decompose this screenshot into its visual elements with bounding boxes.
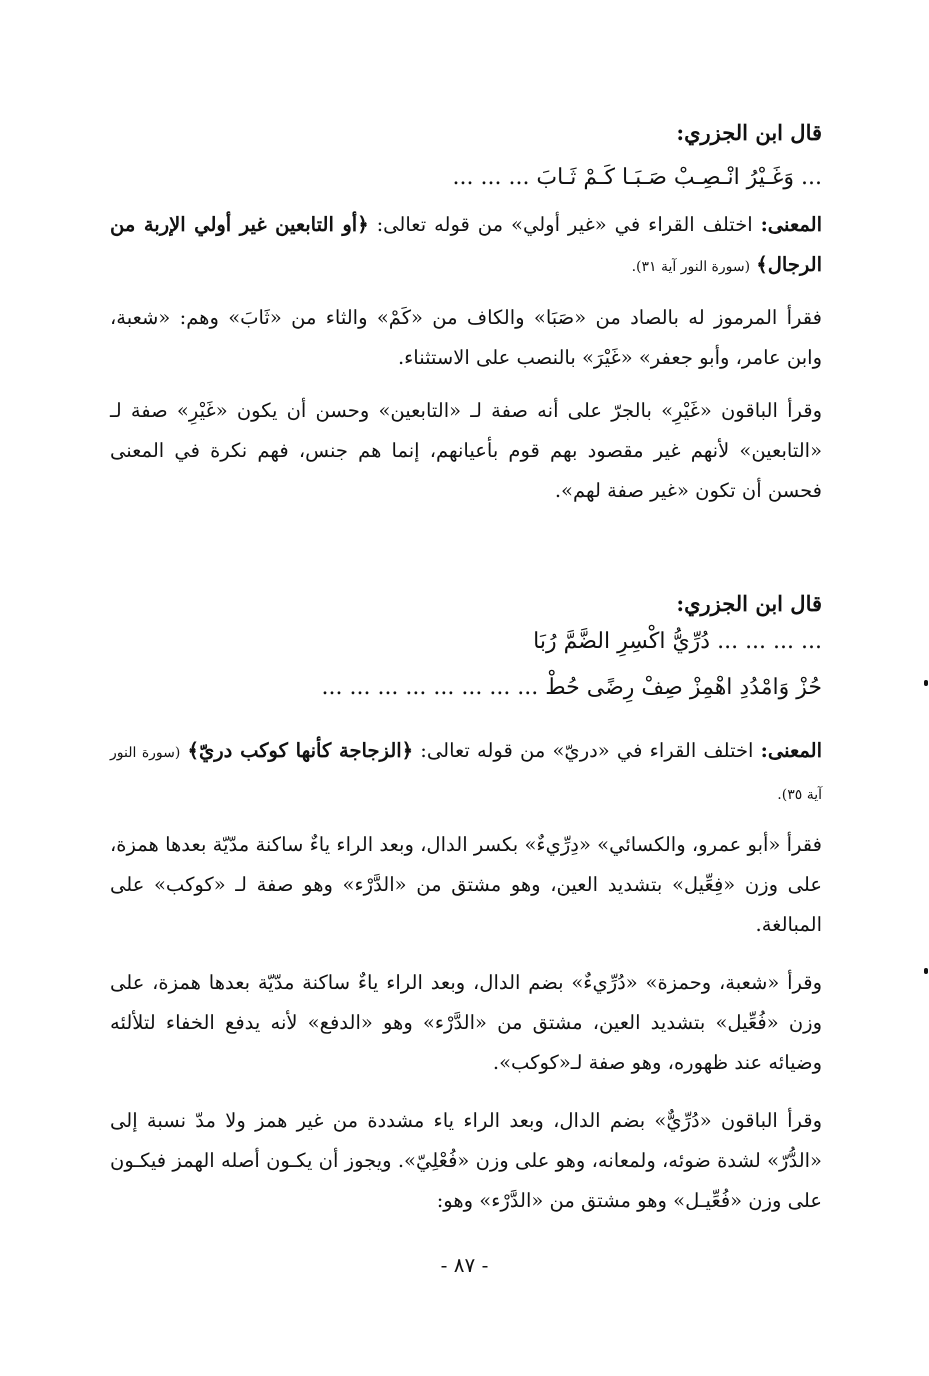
quran-quote: ﴿أو التابعين غير أولي الإربة من الرجال﴾: [110, 213, 822, 276]
quran-quote: ﴿الزجاجة كأنها كوكب دريّ﴾: [187, 739, 414, 762]
section2-meaning: [110, 731, 822, 815]
section2-paragraph-3: وقرأ الباقون «دُرِّيٌّ» بضم الدال، وبعد الراء ياء مشددة من غير همز ولا مدّ نسبة إلى «الدُّرّ» لشدة ضوئه، ولمعانه، وهو على وزن «فُعْلِيّ». ويجوز أن يكـون أصله الهمز فيكـون على وزن «فُعِّيـل» وهو مشتق من «الدَّرْء» وهو:: [110, 1109, 822, 1212]
section2-verse-line-2: حُزْ وَامْدُدِ اهْمِزْ صِفْ رِضًى حُطْ ... ... ... ... ... ... ... ...: [321, 675, 822, 700]
page-number: - ٨٧ -: [440, 1253, 489, 1277]
meaning-text: اختلف القراء في «غير أولي» من قوله تعالى:: [368, 213, 761, 236]
meaning-label: المعنى:: [760, 213, 822, 236]
scan-speck: [924, 680, 928, 686]
section1-meaning: [110, 205, 822, 287]
section1-verse-line: ... وَغَـيْرُ انْـصِـبْ صَـبَـا كَـمْ ثَـابَ ... ... ...: [452, 165, 822, 190]
section2-verse-line-1: ... ... ... ... دُرِّيُّ اكْسِرِ الضَّمَّ رُبَا: [533, 629, 822, 654]
section2-paragraph-2: وقرأ «شعبة، وحمزة» «دُرِّيءٌ» بضم الدال، وبعد الراء ياءٌ ساكنة مدّيّة بعدها همزة، على وزن «فُعِّيل» بتشديد العين، مشتق من «الدَّرْء» وهو «الدفع» لأنه يدفع الخفاء لتلألئه وضيائه عند ظهوره، وهو صفة لـ«كوكب».: [110, 971, 822, 1074]
section1-paragraph-2: وقرأ الباقون «غَيْرِ» بالجرّ على أنه صفة لـ «التابعين» وحسن أن يكون «غَيْرِ» صفة لـ «التابعين» لأنهم غير مقصود بهم قوم بأعيانهم، إنما هم جنس، فهم نكرة في المعنى فحسن أن تكون «غير صفة لهم».: [110, 399, 822, 502]
section1-paragraph-1: فقرأ المرموز له بالصاد من «صَبَا» والكاف من «كَمْ» والثاء من «ثَابَ» وهم: «شعبة، وابن عامر، وأبو جعفر» «غَيْرَ» بالنصب على الاستثناء.: [110, 306, 822, 369]
meaning-text: اختلف القراء في «دريّ» من قوله تعالى:: [413, 739, 761, 762]
surah-reference: (سورة النور آية ٣١).: [631, 259, 751, 275]
surah-reference: (سورة النور آية ٣٥).: [110, 745, 822, 803]
section2-paragraph-1: فقرأ «أبو عمرو، والكسائي» «دِرِّيءٌ» بكسر الدال، وبعد الراء ياءٌ ساكنة مدّيّة بعدها همزة، على وزن «فِعِّيل» بتشديد العين، وهو مشتق من «الدَّرْء» وهو صفة لـ «كوكب» على المبالغة.: [110, 833, 822, 936]
meaning-label: المعنى:: [760, 739, 823, 762]
section2-heading: قال ابن الجزري:: [676, 591, 822, 616]
section1-heading: قال ابن الجزري:: [676, 120, 822, 145]
scan-speck: [924, 968, 928, 974]
